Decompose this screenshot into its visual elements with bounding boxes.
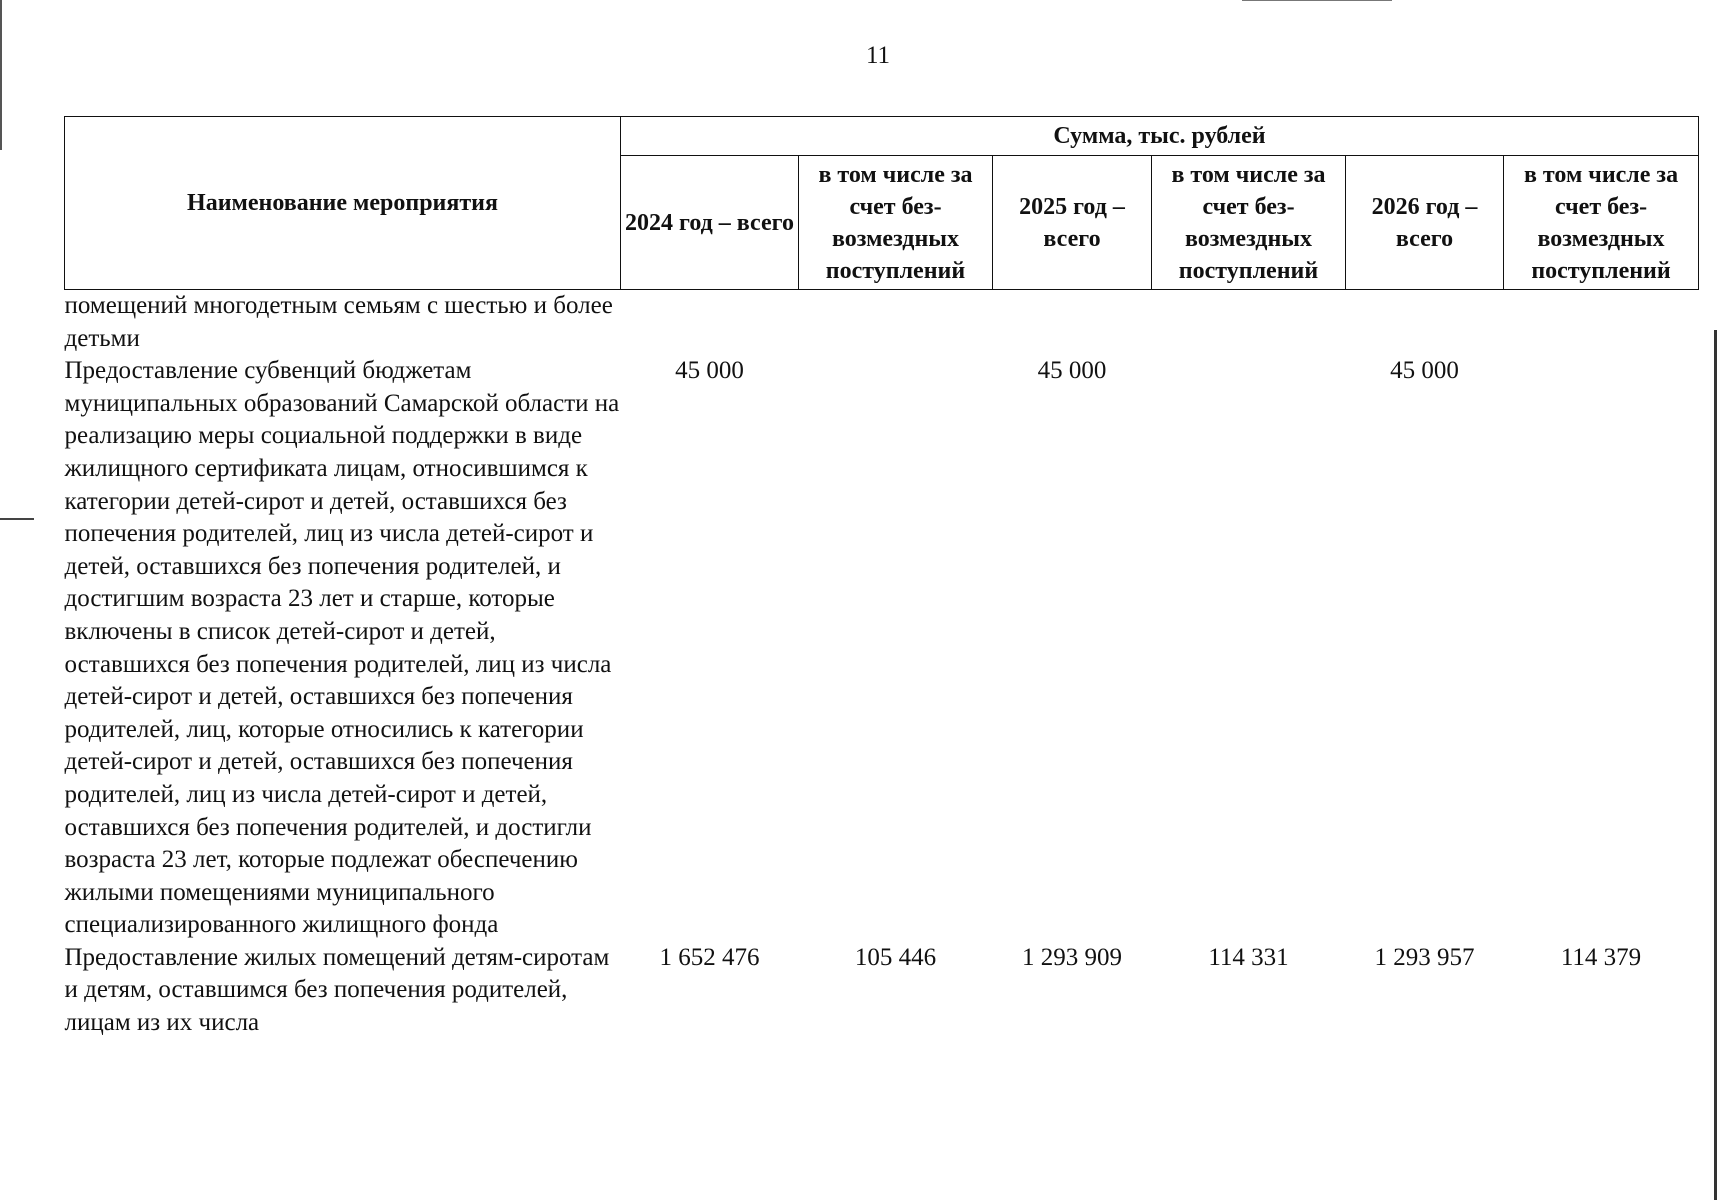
row-name: Предоставление субвенций бюджетам муниципальных образований Самарской области на реализацию меры социальной поддержки в виде жилищного сертификата лицам, относившимся к категории детей-сирот и детей, оставшихся без попечения родителей, лиц из числа детей-сирот и детей, оставшихся без попечения родителей, и достигшим возраста 23 лет и старше, которые включены в список детей-сирот и детей, оставшихся без попечения родителей, лиц из числа детей-сирот и детей, оставшихся без попечения родителей, лиц, которые относились к категории детей-сирот и детей, оставшихся без попечения родителей, лиц из числа детей-сирот и детей, оставшихся без попечения родителей, и достигли возраста 23 лет, которые подлежат обеспечению жилыми помещениями муниципального специализированного жилищного фонда <box>64 357 620 939</box>
scan-edge-mark <box>0 0 2 150</box>
column-header-2024-total: 2024 год – всего <box>621 156 799 290</box>
value-2024-grants <box>799 355 993 942</box>
row-name: Предоставление жилых помещений детям-сиротам и детям, оставшимся без попечения родителей, лицам из их числа <box>64 943 610 1037</box>
value-2024-total <box>621 290 799 356</box>
table-row <box>65 290 1699 356</box>
value-2026-total <box>1346 290 1504 356</box>
value-2025-grants <box>1152 290 1346 356</box>
value-2024-grants <box>799 290 993 356</box>
value-2025-total: 45 000 <box>1037 357 1107 385</box>
column-group-header: Сумма, тыс. рублей <box>621 117 1699 156</box>
scan-edge-mark <box>1714 330 1717 1200</box>
value-2025-total: 1 293 909 <box>1022 943 1122 971</box>
value-2024-total: 45 000 <box>675 357 744 385</box>
column-header-2026-grants: в том числе за счет без-возмездных поступлений <box>1504 156 1699 290</box>
table-row <box>65 355 1699 942</box>
table-body <box>65 290 1699 1040</box>
table-row <box>65 942 1699 1040</box>
row-name: помещений многодетным семьям с шестью и более детьми <box>64 292 613 352</box>
table-header <box>65 117 1699 290</box>
column-header-name: Наименование мероприятия <box>65 117 621 290</box>
value-2024-grants: 105 446 <box>854 943 937 971</box>
value-2026-total: 1 293 957 <box>1374 943 1475 971</box>
value-2026-grants <box>1504 355 1699 942</box>
column-header-2026-total: 2026 год – всего <box>1346 156 1504 290</box>
scan-edge-mark <box>1242 0 1392 1</box>
column-header-2025-total: 2025 год – всего <box>993 156 1152 290</box>
value-2026-total: 45 000 <box>1390 357 1459 385</box>
value-2026-grants <box>1504 290 1699 356</box>
scan-edge-mark <box>0 518 34 520</box>
page-number: 11 <box>865 42 891 69</box>
value-2024-total: 1 652 476 <box>659 943 760 971</box>
column-header-2024-grants: в том числе за счет без-возмездных поступлений <box>799 156 993 290</box>
value-2025-grants <box>1152 355 1346 942</box>
value-2025-total <box>993 290 1152 356</box>
value-2026-grants: 114 379 <box>1560 943 1642 971</box>
value-2025-grants: 114 331 <box>1208 943 1289 971</box>
budget-table <box>64 116 1699 1040</box>
column-header-2025-grants: в том числе за счет без-возмездных поступлений <box>1152 156 1346 290</box>
